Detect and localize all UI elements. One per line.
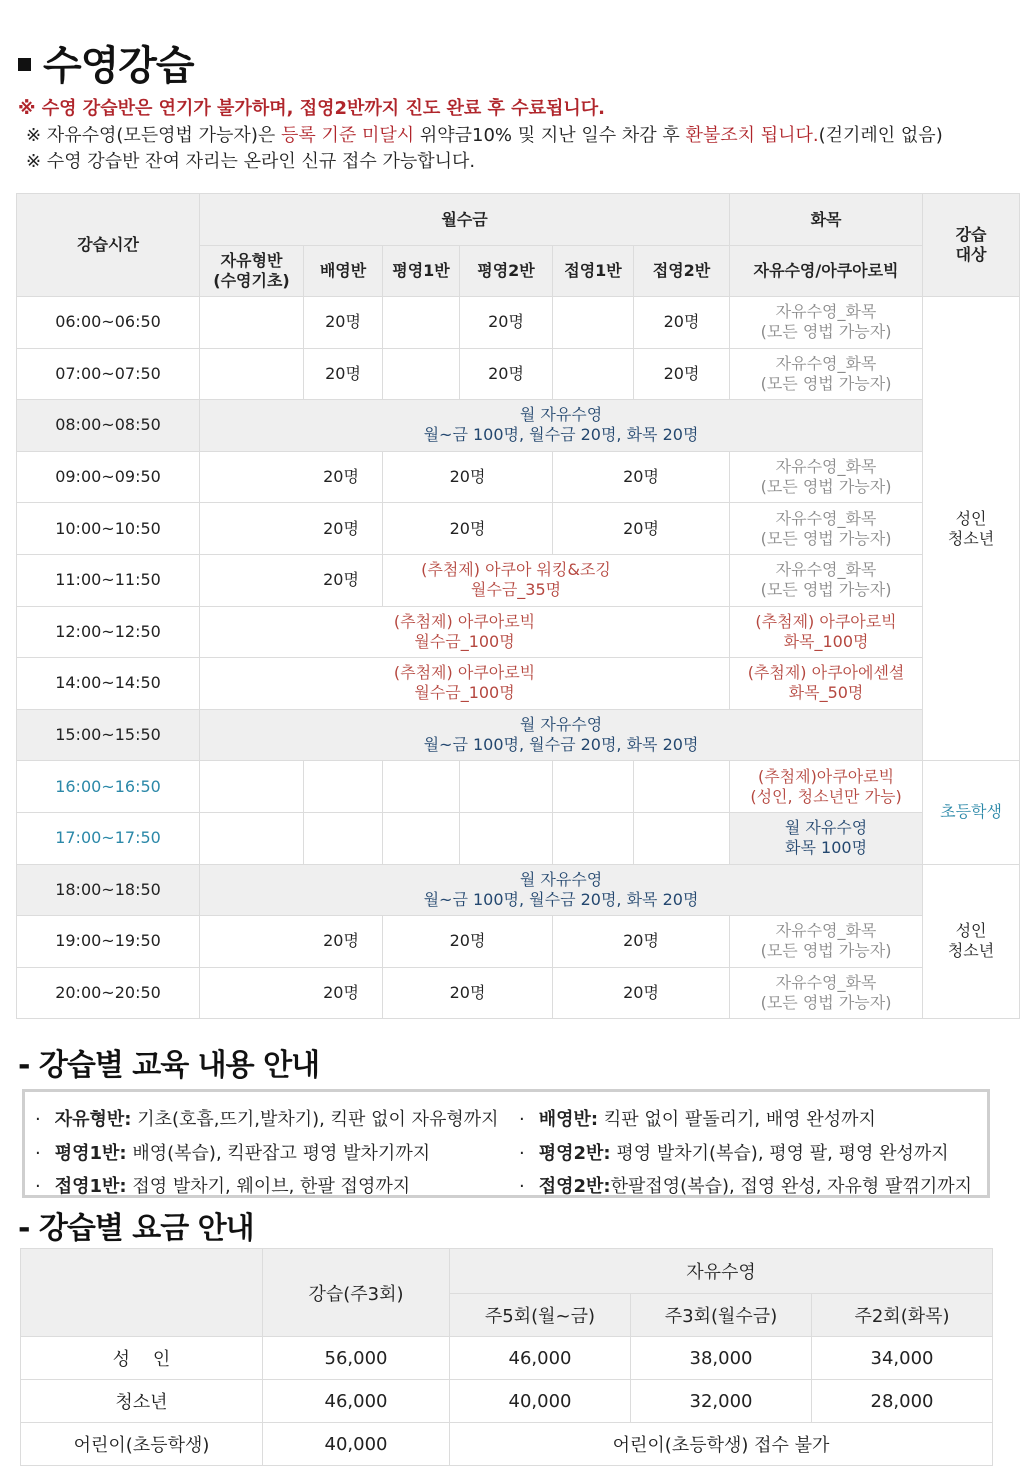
header-freestyle: 자유형반 (수영기초) <box>200 246 304 297</box>
time-cell: 17:00~17:50 <box>17 812 200 864</box>
target-adult-cell: 성인 청소년 <box>923 864 1020 1019</box>
aqua-essential-cell: (추첨제) 아쿠아에센셜 화목_50명 <box>730 658 923 710</box>
capacity-cell: 20명 <box>634 297 730 349</box>
edu-item: · 평영2반: 평영 발차기(복습), 평영 팔, 평영 완성까지 <box>519 1143 949 1164</box>
fee-cell: 32,000 <box>631 1380 812 1423</box>
aquarobic-mwf-cell: (추첨제) 아쿠아로빅 월수금_100명 <box>200 606 730 658</box>
table-row <box>21 1380 993 1423</box>
capacity-cell: 20명 <box>553 503 730 555</box>
edu-content-box <box>22 1089 990 1198</box>
target-adult-cell: 성인 청소년 <box>923 297 1020 761</box>
table-row <box>17 503 1020 555</box>
table-row <box>17 400 1020 452</box>
section-title-fee: - 강습별 요금 안내 <box>18 1211 254 1246</box>
table-row <box>17 864 1020 916</box>
header-free-aqua: 자유수영/아쿠아로빅 <box>730 246 923 297</box>
capacity-cell: 20명 <box>383 503 553 555</box>
table-row <box>17 916 1020 968</box>
header-tue-thu: 화목 <box>730 194 923 246</box>
free-swim-cell: 자유수영_화목 (모든 영법 가능자) <box>730 967 923 1019</box>
capacity-cell: 20명 <box>200 503 383 555</box>
time-cell: 19:00~19:50 <box>17 916 200 968</box>
capacity-cell: 20명 <box>553 967 730 1019</box>
fee-subheader: 주2회(화목) <box>812 1294 993 1337</box>
time-cell: 10:00~10:50 <box>17 503 200 555</box>
table-row <box>21 1337 993 1380</box>
capacity-cell: 20명 <box>304 348 383 400</box>
time-cell: 14:00~14:50 <box>17 658 200 710</box>
time-cell: 11:00~11:50 <box>17 554 200 606</box>
table-row <box>17 348 1020 400</box>
fee-header-lesson: 강습(주3회) <box>263 1249 450 1337</box>
free-swim-cell: 자유수영_화목 (모든 영법 가능자) <box>730 916 923 968</box>
edu-item: · 평영1반: 배영(복습), 킥판잡고 평영 발차기까지 <box>35 1143 431 1164</box>
free-swim-all-cell: 월 자유수영 월~금 100명, 월수금 20명, 화목 20명 <box>200 864 923 916</box>
fee-cell: 46,000 <box>450 1337 631 1380</box>
time-cell: 12:00~12:50 <box>17 606 200 658</box>
header-target: 강습 대상 <box>923 194 1020 297</box>
fee-cell: 46,000 <box>263 1380 450 1423</box>
time-cell: 20:00~20:50 <box>17 967 200 1019</box>
edu-item: · 접영2반:한팔접영(복습), 접영 완성, 자유형 팔꺾기까지 <box>519 1176 972 1197</box>
time-cell: 07:00~07:50 <box>17 348 200 400</box>
table-row <box>17 761 1020 813</box>
free-swim-cell: 자유수영_화목 (모든 영법 가능자) <box>730 451 923 503</box>
time-cell: 09:00~09:50 <box>17 451 200 503</box>
table-row <box>17 606 1020 658</box>
notice-refund: ※ 자유수영(모든영법 가능자)은 등록 기준 미달시 위약금10% 및 지난 일수 차감 후 환불조치 됩니다.(걷기레인 없음) <box>26 125 943 146</box>
capacity-cell: 20명 <box>634 348 730 400</box>
fee-row-label: 청소년 <box>21 1380 263 1423</box>
header-time: 강습시간 <box>17 194 200 297</box>
fee-row-label: 성 인 <box>21 1337 263 1380</box>
fee-subheader: 주5회(월~금) <box>450 1294 631 1337</box>
table-row <box>17 967 1020 1019</box>
free-swim-cell: 자유수영_화목 (모든 영법 가능자) <box>730 503 923 555</box>
header-breast1: 평영1반 <box>383 246 460 297</box>
time-cell: 08:00~08:50 <box>17 400 200 452</box>
page-title: 수영강습 <box>18 34 194 91</box>
target-child-cell: 초등학생 <box>923 761 1020 864</box>
free-swim-all-cell: 월 자유수영 월~금 100명, 월수금 20명, 화목 20명 <box>200 400 923 452</box>
fee-header-blank <box>21 1249 263 1337</box>
table-row <box>17 709 1020 761</box>
free-swim-cell: 자유수영_화목 (모든 영법 가능자) <box>730 348 923 400</box>
header-butterfly2: 접영2반 <box>634 246 730 297</box>
capacity-cell: 20명 <box>200 554 383 606</box>
time-cell: 18:00~18:50 <box>17 864 200 916</box>
header-backstroke: 배영반 <box>304 246 383 297</box>
header-mon-wed-fri: 월수금 <box>200 194 730 246</box>
header-breast2: 평영2반 <box>460 246 553 297</box>
fee-cell: 56,000 <box>263 1337 450 1380</box>
fee-cell: 28,000 <box>812 1380 993 1423</box>
square-bullet-icon <box>18 58 31 71</box>
aqua-walking-cell: (추첨제) 아쿠아 워킹&조깅 월수금_35명 <box>383 554 730 606</box>
fee-cell: 40,000 <box>263 1423 450 1466</box>
fee-header-free: 자유수영 <box>450 1249 993 1294</box>
edu-item: · 자유형반: 기초(호흡,뜨기,발차기), 킥판 없이 자유형까지 <box>35 1109 499 1130</box>
capacity-cell: 20명 <box>304 297 383 349</box>
fee-note-cell: 어린이(초등학생) 접수 불가 <box>450 1423 993 1466</box>
notice-postpone: ※ 수영 강습반은 연기가 불가하며, 접영2반까지 진도 완료 후 수료됩니다. <box>18 98 605 119</box>
section-title-edu: - 강습별 교육 내용 안내 <box>18 1048 320 1083</box>
notice-online: ※ 수영 강습반 잔여 자리는 온라인 신규 접수 가능합니다. <box>26 151 476 172</box>
table-row <box>17 451 1020 503</box>
table-row <box>17 554 1020 606</box>
capacity-cell: 20명 <box>460 297 553 349</box>
fee-subheader: 주3회(월수금) <box>631 1294 812 1337</box>
aquarobic-adult-cell: (추첨제)아쿠아로빅 (성인, 청소년만 가능) <box>730 761 923 813</box>
capacity-cell: 20명 <box>383 916 553 968</box>
fee-table <box>20 1248 993 1466</box>
capacity-cell: 20명 <box>383 451 553 503</box>
capacity-cell: 20명 <box>460 348 553 400</box>
capacity-cell: 20명 <box>200 451 383 503</box>
aquarobic-tt-cell: (추첨제) 아쿠아로빅 화목_100명 <box>730 606 923 658</box>
fee-row-label: 어린이(초등학생) <box>21 1423 263 1466</box>
capacity-cell: 20명 <box>200 916 383 968</box>
capacity-cell: 20명 <box>383 967 553 1019</box>
edu-item: · 배영반: 킥판 없이 팔돌리기, 배영 완성까지 <box>519 1109 876 1130</box>
capacity-cell: 20명 <box>553 916 730 968</box>
aquarobic-mwf-cell: (추첨제) 아쿠아로빅 월수금_100명 <box>200 658 730 710</box>
fee-cell: 38,000 <box>631 1337 812 1380</box>
table-row <box>21 1423 993 1466</box>
table-row <box>17 297 1020 349</box>
time-cell: 06:00~06:50 <box>17 297 200 349</box>
free-swim-cell: 자유수영_화목 (모든 영법 가능자) <box>730 554 923 606</box>
capacity-cell: 20명 <box>553 451 730 503</box>
capacity-cell: 20명 <box>200 967 383 1019</box>
table-row <box>17 658 1020 710</box>
fee-cell: 34,000 <box>812 1337 993 1380</box>
time-cell: 15:00~15:50 <box>17 709 200 761</box>
header-butterfly1: 접영1반 <box>553 246 634 297</box>
table-row <box>17 812 1020 864</box>
free-swim-tt-cell: 월 자유수영 화목 100명 <box>730 812 923 864</box>
free-swim-cell: 자유수영_화목 (모든 영법 가능자) <box>730 297 923 349</box>
schedule-table <box>16 193 1020 1019</box>
edu-item: · 접영1반: 접영 발차기, 웨이브, 한팔 접영까지 <box>35 1176 411 1197</box>
time-cell: 16:00~16:50 <box>17 761 200 813</box>
free-swim-all-cell: 월 자유수영 월~금 100명, 월수금 20명, 화목 20명 <box>200 709 923 761</box>
fee-cell: 40,000 <box>450 1380 631 1423</box>
